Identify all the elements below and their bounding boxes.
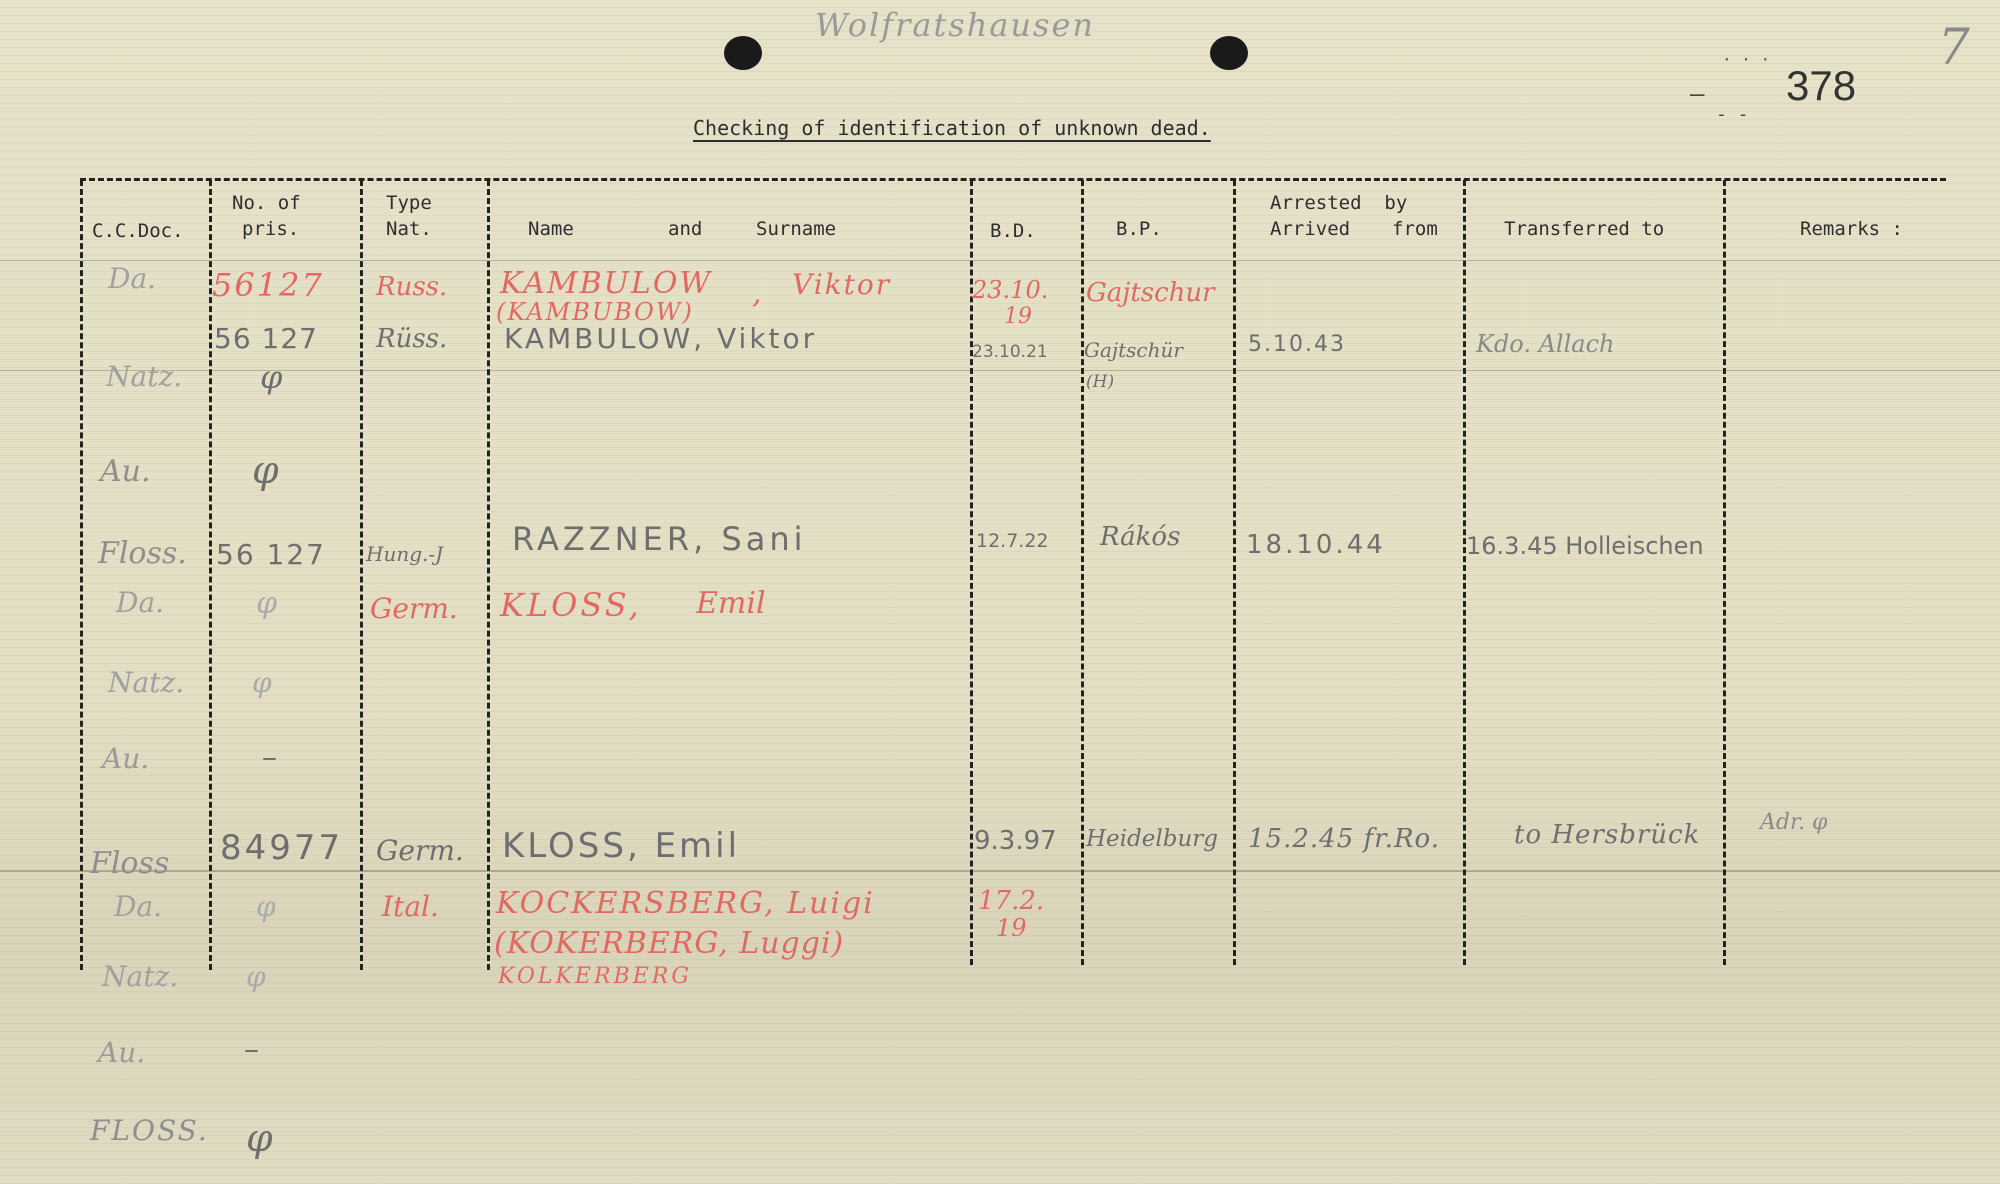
- entry-prisoner-no: φ: [256, 586, 278, 621]
- entry-prisoner-no: 84977: [220, 828, 344, 868]
- header-ccdoc: C.C.Doc.: [92, 220, 184, 242]
- entry-prisoner-no: –: [262, 740, 277, 775]
- entry-doc: Floss: [90, 846, 170, 881]
- header-arrested: Arrested by: [1270, 192, 1408, 214]
- entry-doc: Au.: [98, 1036, 146, 1069]
- entry-nationality: Germ.: [370, 592, 458, 625]
- entry-prisoner-no: φ: [252, 666, 272, 699]
- punch-hole-right: [1210, 36, 1248, 70]
- entry-name: KLOSS, Emil: [502, 826, 741, 866]
- entry-prisoner-no: φ: [256, 890, 276, 923]
- entry-birth-place: Gajtschür: [1084, 338, 1183, 362]
- entry-alias: (KAMBUBOW): [496, 298, 694, 326]
- rule-line: [0, 870, 2000, 872]
- column-divider: [487, 180, 490, 970]
- rule-line: [0, 370, 2000, 371]
- column-divider: [1233, 180, 1236, 965]
- entry-nationality: Hung.-J: [366, 542, 444, 566]
- place-name: Wolfratshausen: [815, 6, 1095, 44]
- punch-hole-left: [724, 36, 762, 70]
- entry-prisoner-no: φ: [260, 358, 283, 396]
- corner-mark: 7: [1938, 18, 1970, 76]
- entry-nationality: Rüss.: [376, 324, 448, 354]
- entry-prisoner-no: φ: [252, 448, 279, 492]
- entry-birth-place: Gajtschur: [1086, 278, 1215, 308]
- header-no-of: No. of: [232, 192, 301, 214]
- entry-doc: FLOSS.: [90, 1114, 209, 1147]
- header-nat: Nat.: [386, 218, 432, 240]
- entry-prisoner-no: 56 127: [216, 538, 326, 571]
- header-from: from: [1392, 218, 1438, 240]
- entry-birth-date-year: 19: [996, 914, 1027, 942]
- entry-name: KOCKERSBERG, Luigi: [496, 886, 875, 921]
- entry-alias-2: KOLKERBERG: [498, 964, 692, 989]
- entry-prisoner-no: –: [244, 1032, 259, 1067]
- entry-transferred: 16.3.45 Holleischen: [1466, 532, 1704, 560]
- entry-birth-date: 17.2.: [978, 886, 1045, 916]
- entry-arrested: 5.10.43: [1248, 332, 1346, 357]
- column-divider: [360, 180, 363, 970]
- entry-nationality: Ital.: [382, 890, 439, 923]
- entry-remarks: Adr. φ: [1760, 810, 1828, 835]
- entry-doc: Da.: [114, 890, 163, 923]
- header-type: Type: [386, 192, 432, 214]
- header-and: and: [668, 218, 703, 240]
- entry-doc: Au.: [100, 454, 151, 489]
- header-pris: pris.: [242, 218, 300, 240]
- column-divider: [1081, 180, 1084, 965]
- header-bd: B.D.: [990, 220, 1036, 242]
- entry-doc: Natz.: [106, 360, 183, 393]
- header-name: Name: [528, 218, 574, 240]
- entry-prisoner-no: φ: [246, 960, 266, 993]
- entry-birth-date-year: 19: [1004, 304, 1032, 329]
- entry-birth-place-note: (H): [1086, 372, 1115, 392]
- card-number: 378: [1786, 62, 1857, 109]
- entry-name: KLOSS,: [500, 586, 642, 624]
- entry-birth-place: Heidelburg: [1086, 826, 1218, 852]
- dots-mark: · · ·: [1722, 50, 1771, 69]
- entry-doc: Floss.: [98, 536, 187, 571]
- rule-line: [0, 260, 2000, 261]
- header-arrived: Arrived: [1270, 218, 1351, 240]
- entry-birth-date: 9.3.97: [974, 826, 1057, 856]
- entry-transferred: Kdo. Allach: [1476, 330, 1615, 358]
- entry-name: KAMBULOW, Viktor: [504, 322, 818, 355]
- entry-birth-date: 12.7.22: [976, 530, 1049, 552]
- entry-transferred: to Hersbrück: [1514, 820, 1701, 850]
- entry-birth-date: 23.10.21: [972, 342, 1048, 362]
- header-bp: B.P.: [1116, 218, 1162, 240]
- entry-prisoner-no: 56127: [212, 266, 324, 304]
- column-divider: [1723, 180, 1726, 965]
- entry-doc: Da.: [116, 586, 165, 619]
- column-divider: [80, 180, 83, 970]
- entry-alias: (KOKERBERG, Luggi): [494, 926, 845, 961]
- entry-doc: Natz.: [102, 960, 179, 993]
- entry-name: RAZZNER, Sani: [512, 520, 807, 558]
- entry-birth-date: 23.10.: [972, 276, 1049, 304]
- entry-doc: Natz.: [108, 666, 185, 699]
- entry-prisoner-no: 56 127: [214, 322, 318, 355]
- dash-mark: –: [1690, 80, 1705, 108]
- entry-name: KAMBULOW: [500, 266, 713, 301]
- entry-prisoner-no: φ: [246, 1116, 273, 1160]
- column-divider: [1463, 180, 1466, 965]
- entry-first-name: Viktor: [792, 268, 892, 301]
- header-transferred: Transferred to: [1504, 218, 1665, 240]
- entry-doc: Au.: [102, 742, 150, 775]
- header-remarks: Remarks :: [1800, 218, 1903, 240]
- header-surname: Surname: [756, 218, 837, 240]
- entry-birth-place: Rákós: [1100, 522, 1181, 552]
- entry-arrested: 15.2.45 fr.Ro.: [1248, 824, 1441, 854]
- entry-nationality: Russ.: [376, 272, 448, 302]
- entry-arrested: 18.10.44: [1246, 530, 1386, 560]
- entry-comma: ,: [752, 276, 762, 311]
- entry-nationality: Germ.: [376, 834, 464, 867]
- entry-first-name: Emil: [696, 586, 766, 621]
- dash-mark-lower: - -: [1716, 104, 1749, 125]
- entry-doc: Da.: [108, 262, 157, 295]
- card-title: Checking of identification of unknown dead.: [693, 116, 1211, 140]
